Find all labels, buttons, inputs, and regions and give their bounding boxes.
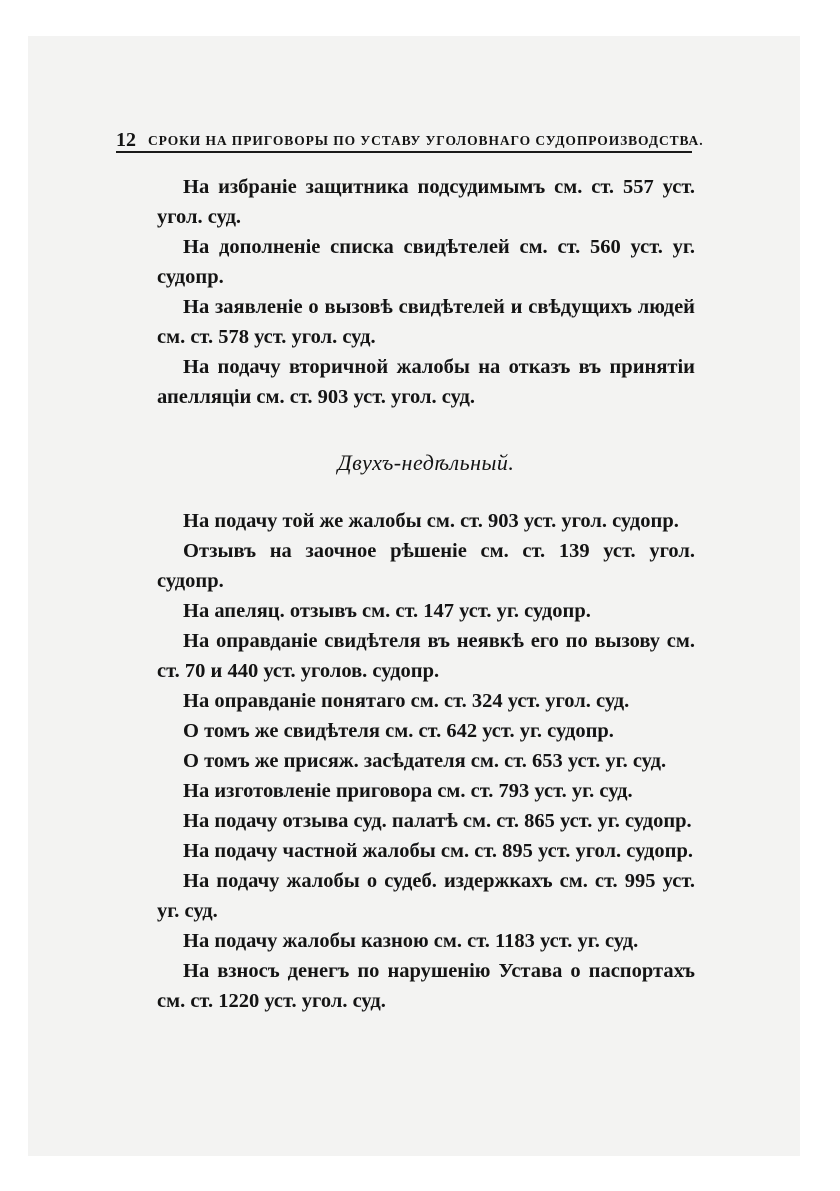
entry: На апеляц. отзывъ см. ст. 147 уст. уг. судопр. (183, 600, 591, 622)
section-one (157, 172, 695, 412)
entry: На изготовленіе приговора см. ст. 793 уст. уг. суд. (183, 780, 633, 802)
entry: О томъ же присяж. засѣдателя см. ст. 653 уст. уг. суд. (183, 750, 667, 772)
entry: На оправданіе свидѣтеля въ неявкѣ его по вызову см. ст. 70 и 440 уст. уголов. судопр. (157, 630, 695, 682)
entry: О томъ же свидѣтеля см. ст. 642 уст. уг. судопр. (183, 720, 614, 742)
entry: На подачу частной жалобы см. ст. 895 уст. угол. судопр. (183, 840, 694, 862)
entry: На избраніе защитника подсудимымъ см. ст. 557 уст. угол. суд. (157, 176, 695, 228)
section-heading: Двухъ-недѣльный. (337, 450, 515, 475)
page-number: 12 (116, 129, 136, 151)
entry: На подачу отзыва суд. палатѣ см. ст. 865 уст. уг. судопр. (183, 810, 692, 832)
entry: На заявленіе о вызовѣ свидѣтелей и свѣдущихъ людей см. ст. 578 уст. угол. суд. (157, 296, 695, 348)
entry: На подачу вторичной жалобы на отказъ въ принятіи апелляціи см. ст. 903 уст. угол. суд. (157, 356, 695, 408)
page-header (116, 127, 704, 153)
entry: Отзывъ на заочное рѣшеніе см. ст. 139 уст. угол. судопр. (157, 540, 695, 592)
entry: На дополненіе списка свидѣтелей см. ст. 560 уст. уг. судопр. (157, 236, 695, 288)
running-title: СРОКИ НА ПРИГОВОРЫ ПО УСТАВУ УГОЛОВНАГО СУДОПРОИЗВОДСТВА. (148, 133, 704, 148)
entry: На подачу жалобы о судеб. издержкахъ см. ст. 995 уст. уг. суд. (157, 870, 695, 922)
entry: На подачу жалобы казною см. ст. 1183 уст. уг. суд. (183, 930, 639, 952)
entry: На подачу той же жалобы см. ст. 903 уст. угол. судопр. (183, 510, 679, 532)
entry: На оправданіе понятаго см. ст. 324 уст. угол. суд. (183, 690, 630, 712)
entry: На взносъ денегъ по нарушенію Устава о паспортахъ см. ст. 1220 уст. угол. суд. (157, 960, 695, 1012)
section-two (157, 506, 695, 1016)
